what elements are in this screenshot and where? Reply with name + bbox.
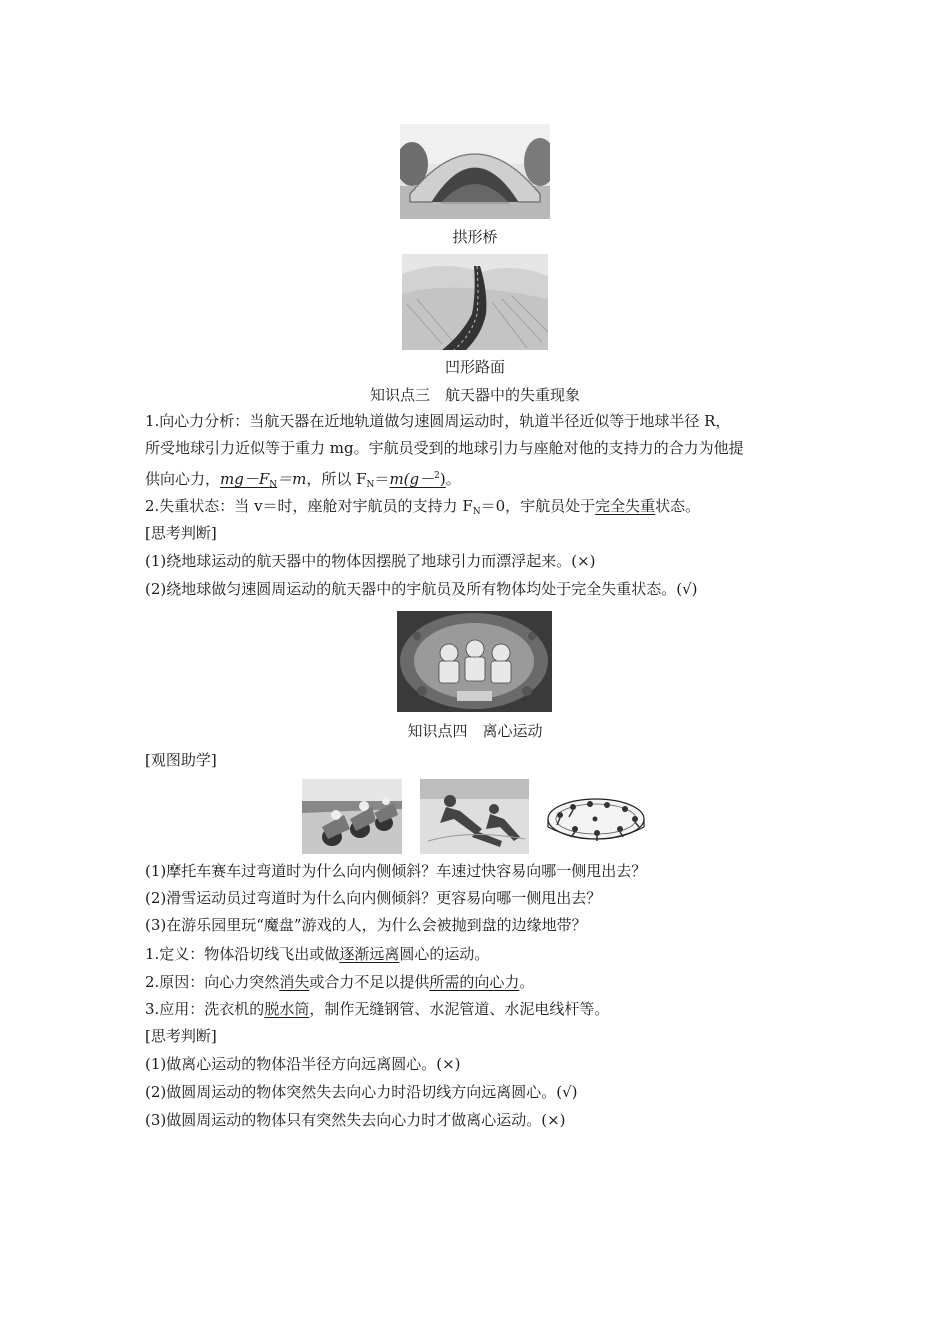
guide-question-2: (2)滑雪运动员过弯道时为什么向内侧倾斜？更容易向哪一侧甩出去？ bbox=[145, 889, 602, 907]
section-title-weightlessness: 知识点三 航天器中的失重现象 bbox=[369, 386, 580, 404]
s3-item1-line3: 供向心力，$mg-F_N=m$，所以 $F_N=m(g-^2)$。 bbox=[145, 470, 461, 490]
astronauts-capsule-photo bbox=[397, 611, 552, 712]
s3-judge-2: (2)绕地球做匀速圆周运动的航天器中的宇航员及所有物体均处于完全失重状态。(√) bbox=[145, 580, 698, 598]
s4-judge-2: (2)做圆周运动的物体突然失去向心力时沿切线方向远离圆心。(√) bbox=[145, 1083, 578, 1101]
answer-spin-dryer: 脱水筒 bbox=[264, 1000, 310, 1018]
motorcycle-racing-photo bbox=[302, 779, 402, 854]
answer-required-centripetal-force: 所需的向心力 bbox=[429, 973, 520, 991]
guide-question-3: (3)在游乐园里玩“魔盘”游戏的人，为什么会被抛到盘的边缘地带？ bbox=[145, 916, 587, 934]
speed-skating-photo bbox=[420, 779, 529, 854]
figure-caption-arch-bridge: 拱形桥 bbox=[452, 228, 498, 246]
arch-bridge-photo bbox=[400, 124, 550, 219]
figure-caption-concave-road: 凹形路面 bbox=[444, 358, 505, 376]
formula-mg-minus-fn: $mg-F_N$ bbox=[220, 470, 278, 490]
definition-line: 1.定义：物体沿切线飞出或做逐渐远离圆心的运动。 bbox=[145, 945, 490, 963]
formula-fn-result: m(g－$^2$) bbox=[389, 470, 446, 488]
answer-gradually-away: 逐渐远离 bbox=[339, 945, 400, 963]
section-title-centrifugal: 知识点四 离心运动 bbox=[407, 722, 543, 740]
s3-item1-line1: 1.向心力分析：当航天器在近地轨道做匀速圆周运动时，轨道半径近似等于地球半径 R， bbox=[145, 412, 731, 430]
s4-judge-3: (3)做圆周运动的物体只有突然失去向心力时才做离心运动。(×) bbox=[145, 1111, 566, 1129]
s4-judge-1: (1)做离心运动的物体沿半径方向远离圆心。(×) bbox=[145, 1055, 461, 1073]
think-judge-label: [思考判断] bbox=[145, 524, 217, 542]
guantu-label: [观图助学] bbox=[145, 751, 217, 769]
think-judge-label-2: [思考判断] bbox=[145, 1027, 217, 1045]
magic-disc-illustration bbox=[545, 789, 648, 849]
answer-disappear: 消失 bbox=[279, 973, 310, 991]
s3-item2: 2.失重状态：当 v＝时，座舱对宇航员的支持力 $F_N=0$，宇航员处于完全失重状态。 bbox=[145, 497, 701, 517]
concave-road-photo bbox=[402, 254, 548, 350]
s3-judge-1: (1)绕地球运动的航天器中的物体因摆脱了地球引力而漂浮起来。(×) bbox=[145, 552, 596, 570]
guide-question-1: (1)摩托车赛车过弯道时为什么向内侧倾斜？车速过快容易向哪一侧甩出去？ bbox=[145, 862, 647, 880]
s3-item1-line2: 所受地球引力近似等于重力 mg。宇航员受到的地球引力与座舱对他的支持力的合力为他提 bbox=[145, 439, 744, 457]
answer-complete-weightlessness: 完全失重 bbox=[595, 497, 656, 515]
application-line: 3.应用：洗衣机的脱水筒，制作无缝钢管、水泥管道、水泥电线杆等。 bbox=[145, 1000, 610, 1018]
cause-line: 2.原因：向心力突然消失或合力不足以提供所需的向心力。 bbox=[145, 973, 535, 991]
